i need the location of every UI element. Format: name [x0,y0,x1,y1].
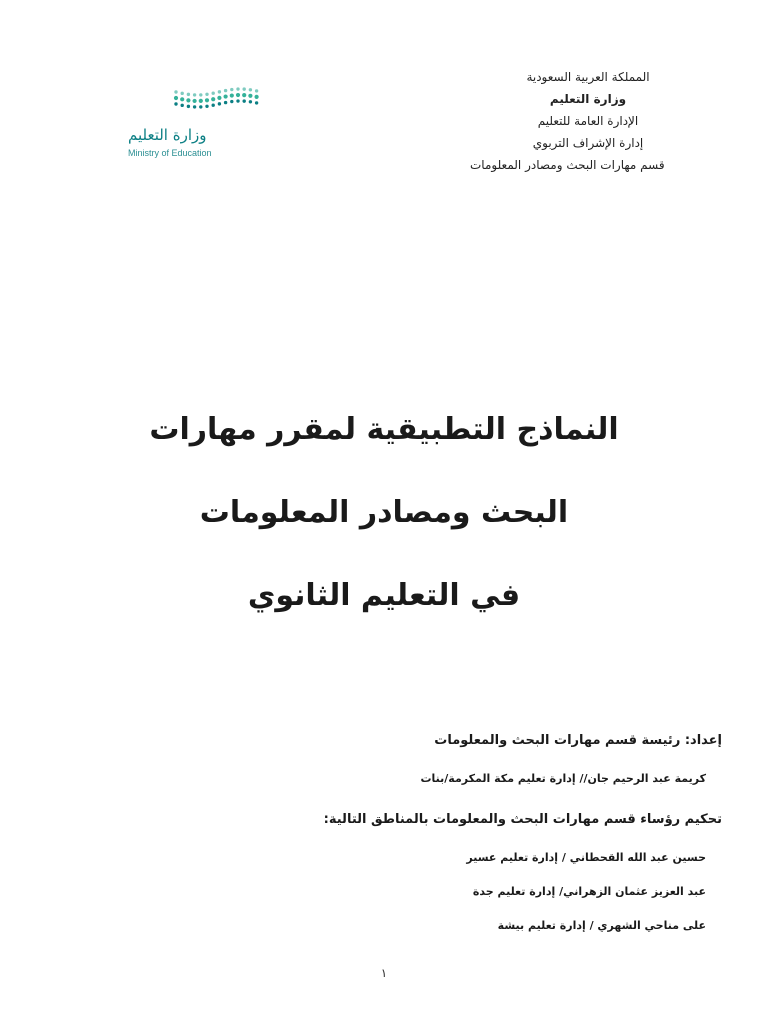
reviewer-item: حسين عبد الله القحطاني / إدارة تعليم عسير [466,851,706,864]
ministry-header [470,66,706,176]
ministry-logo [126,86,266,166]
header-line-supervision: إدارة الإشراف التربوي [532,136,644,150]
header-line-ministry: وزارة التعليم [549,92,627,106]
reviewers-heading: تحكيم رؤساء قسم مهارات البحث والمعلومات بالمناطق التالية: [323,812,722,827]
title-line-3: في التعليم الثانوي [247,578,521,613]
preparer-name: كريمة عبد الرحيم جان// إدارة تعليم مكة المكرمة/بنات [420,772,706,785]
prepared-by-heading: إعداد: رئيسة قسم مهارات البحث والمعلومات [434,733,722,748]
header-line-kingdom: المملكة العربية السعودية [526,70,650,84]
reviewer-item: على مناحي الشهري / إدارة تعليم بيشة [497,919,706,932]
header-line-general-admin: الإدارة العامة للتعليم [537,114,639,128]
logo-dots-icon [126,86,266,122]
title-line-1: النماذج التطبيقية لمقرر مهارات [149,412,619,447]
title-line-2: البحث ومصادر المعلومات [199,495,569,530]
page-number: ١ [380,966,388,980]
logo-english-text: Ministry of Education [128,148,212,158]
reviewer-item: عبد العزيز عثمان الزهراني/ إدارة تعليم جدة [472,885,706,898]
header-line-department: قسم مهارات البحث ومصادر المعلومات [470,158,665,172]
logo-arabic-text: وزارة التعليم [128,126,207,144]
